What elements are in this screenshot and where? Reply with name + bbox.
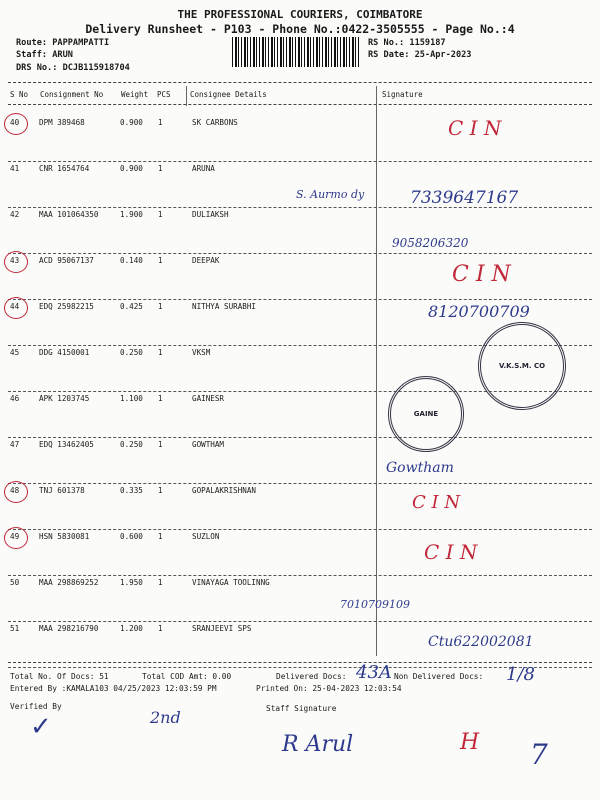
row-consignment-no: DPM 389468	[39, 118, 85, 127]
circled-row-mark	[4, 527, 28, 549]
company-title: THE PROFESSIONAL COURIERS, COIMBATORE	[177, 8, 423, 21]
row-sno: 50	[10, 578, 20, 587]
handwritten-mark-h: H	[460, 730, 480, 755]
handwritten-sig-47: Gowtham	[386, 460, 454, 476]
row-pcs: 1	[158, 302, 163, 311]
staff-signature-label: Staff Signature	[266, 704, 337, 713]
row-pcs: 1	[158, 164, 163, 173]
delivered-docs: Delivered Docs:	[276, 672, 347, 681]
row-weight: 0.900	[120, 164, 143, 173]
route-label: Route: PAPPAMPATTI	[16, 38, 110, 48]
row-separator	[8, 621, 592, 622]
non-delivered-count-mark: 1/8	[506, 664, 535, 685]
row-pcs: 1	[158, 486, 163, 495]
col-signature: Signature	[382, 90, 423, 99]
row-weight: 1.100	[120, 394, 143, 403]
row-consignee: SUZLON	[192, 532, 220, 541]
row-sno: 44	[10, 302, 20, 311]
col-consignee: Consignee Details	[190, 90, 267, 99]
row-consignment-no: APK 1203745	[39, 394, 90, 403]
row-separator	[8, 529, 592, 530]
circled-row-mark	[4, 113, 28, 135]
delivered-count-mark: 43A	[356, 662, 392, 683]
row-pcs: 1	[158, 348, 163, 357]
vksm-stamp: V.K.S.M. CO	[478, 322, 566, 410]
footer-divider	[8, 662, 592, 663]
row-consignment-no: ACD 95067137	[39, 256, 94, 265]
row-weight: 0.600	[120, 532, 143, 541]
row-pcs: 1	[158, 440, 163, 449]
row-consignment-no: MAA 298216790	[39, 624, 99, 633]
row-sno: 49	[10, 532, 20, 541]
table-row	[0, 578, 600, 624]
row-weight: 0.335	[120, 486, 143, 495]
handwritten-cin-48: C I N	[412, 492, 461, 513]
row-consignee: GOWTHAM	[192, 440, 225, 449]
row-weight: 0.425	[120, 302, 143, 311]
row-pcs: 1	[158, 256, 163, 265]
row-sno: 40	[10, 118, 20, 127]
circled-row-mark	[4, 297, 28, 319]
row-pcs: 1	[158, 624, 163, 633]
table-row	[0, 118, 600, 164]
verified-by: Verified By	[10, 702, 62, 711]
row-weight: 1.200	[120, 624, 143, 633]
row-consignee: SK CARBONS	[192, 118, 238, 127]
row-weight: 0.250	[120, 348, 143, 357]
row-consignee: DULIAKSH	[192, 210, 229, 219]
row-separator	[8, 667, 592, 668]
table-row	[0, 210, 600, 256]
row-sno: 51	[10, 624, 20, 633]
circled-row-mark	[4, 481, 28, 503]
staff-label: Staff: ARUN	[16, 50, 73, 60]
row-consignment-no: EDQ 25982215	[39, 302, 94, 311]
row-pcs: 1	[158, 394, 163, 403]
header-divider-top	[8, 82, 592, 83]
header-divider-bottom	[8, 104, 592, 105]
handwritten-mark-7: 7	[530, 738, 548, 771]
row-separator	[8, 253, 592, 254]
runsheet-subtitle: Delivery Runsheet - P103 - Phone No.:0422-3505555 - Page No.:4	[85, 22, 515, 36]
row-sno: 48	[10, 486, 20, 495]
row-consignment-no: MAA 101064350	[39, 210, 99, 219]
row-pcs: 1	[158, 118, 163, 127]
printed-on: Printed On: 25-04-2023 12:03:54	[256, 684, 402, 693]
row-weight: 1.950	[120, 578, 143, 587]
row-weight: 0.140	[120, 256, 143, 265]
handwritten-phone-42: 9058206320	[392, 236, 469, 250]
handwritten-phone-41: 7339647167	[410, 188, 519, 208]
row-consignment-no: EDQ 13462405	[39, 440, 94, 449]
row-consignee: GAINESR	[192, 394, 225, 403]
table-row	[0, 486, 600, 532]
row-pcs: 1	[158, 210, 163, 219]
col-weight: Weight	[121, 90, 149, 99]
rs-number: RS No.: 1159187	[368, 38, 446, 48]
entered-by: Entered By :KAMALA103 04/25/2023 12:03:59 PM	[10, 684, 217, 693]
row-weight: 0.250	[120, 440, 143, 449]
row-sno: 47	[10, 440, 20, 449]
row-separator	[8, 437, 592, 438]
row-consignee: VKSM	[192, 348, 211, 357]
verified-tick-mark: ✓	[30, 712, 52, 742]
row-weight: 1.900	[120, 210, 143, 219]
row-separator	[8, 575, 592, 576]
total-docs: Total No. Of Docs: 51	[10, 672, 109, 681]
row-consignee: DEEPAK	[192, 256, 220, 265]
row-consignee: VINAYAGA TOOLINNG	[192, 578, 270, 587]
row-separator	[8, 483, 592, 484]
rs-date: RS Date: 25-Apr-2023	[368, 50, 472, 60]
row-sno: 42	[10, 210, 20, 219]
row-consignee: GOPALAKRISHNAN	[192, 486, 257, 495]
verified-mark: 2nd	[150, 708, 181, 727]
total-cod: Total COD Amt: 0.00	[142, 672, 232, 681]
row-consignment-no: HSN 5830081	[39, 532, 90, 541]
row-sno: 46	[10, 394, 20, 403]
table-row	[0, 440, 600, 486]
row-pcs: 1	[158, 532, 163, 541]
col-pcs: PCS	[157, 90, 171, 99]
col-divider	[186, 86, 187, 106]
col-consignment: Consignment No	[40, 90, 104, 99]
row-consignee: NITHYA SURABHI	[192, 302, 257, 311]
row-pcs: 1	[158, 578, 163, 587]
table-row	[0, 532, 600, 578]
row-consignment-no: MAA 298869252	[39, 578, 99, 587]
handwritten-cin-43: C I N	[452, 262, 511, 287]
row-separator	[8, 299, 592, 300]
barcode	[232, 37, 360, 67]
drs-number: DRS No.: DCJB115918704	[16, 63, 130, 73]
handwritten-phone-44: 8120700709	[428, 302, 530, 321]
non-delivered-docs: Non Delivered Docs:	[394, 672, 484, 681]
row-weight: 0.900	[120, 118, 143, 127]
gaine-stamp: GAINE	[388, 376, 464, 452]
circled-row-mark	[4, 251, 28, 273]
handwritten-cin-49: C I N	[424, 540, 478, 564]
handwritten-phone-50: 7010709109	[340, 598, 410, 611]
staff-handwritten-signature: R Arul	[282, 732, 354, 757]
col-sno: S No	[10, 90, 29, 99]
handwritten-name-41: S. Aurmo dy	[296, 188, 365, 201]
row-consignment-no: CNR 1654764	[39, 164, 90, 173]
row-consignee: SRANJEEVI SPS	[192, 624, 252, 633]
row-sno: 45	[10, 348, 20, 357]
row-consignee: ARUNA	[192, 164, 215, 173]
row-consignment-no: DDG 4150001	[39, 348, 90, 357]
row-separator	[8, 161, 592, 162]
row-sno: 41	[10, 164, 20, 173]
row-consignment-no: TNJ 601378	[39, 486, 85, 495]
handwritten-sig-51: Ctu622002081	[428, 634, 534, 650]
row-sno: 43	[10, 256, 20, 265]
handwritten-cin-40: C I N	[448, 116, 502, 140]
